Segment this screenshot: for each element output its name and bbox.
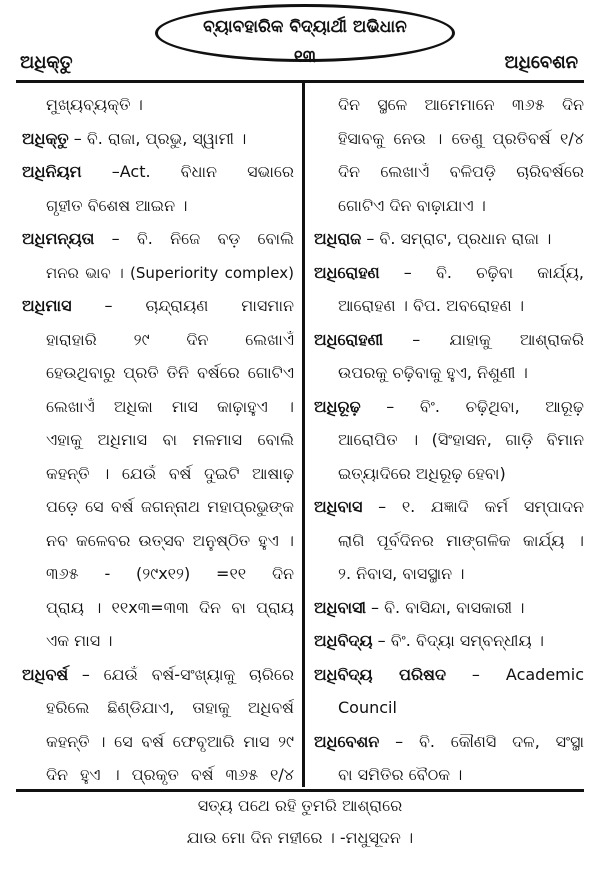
definition-text: – ବି. ନିଜେ ବଡ଼ ବୋଲି [94,229,294,248]
dictionary-line [314,289,584,323]
definition-text: ଗୋଟିଏ ଦିନ ବାଢ଼ାଯାଏ । [338,195,486,215]
dictionary-line [22,591,294,625]
definition-text: ମନର ଭାବ । (Superiority complex) [46,263,294,282]
definition-text: Council [338,698,397,717]
headword: ଅଧିନିୟମ [22,162,82,181]
dictionary-line [22,557,294,591]
dictionary-line [22,256,294,290]
headword: ଅଧିବର୍ଷ [22,664,69,684]
definition-text: ଏକ ମାସ । [46,631,113,650]
headword: ଅଧିବିଦ୍ୟ [314,631,373,650]
dictionary-line [22,222,294,256]
guide-word-left: ଅଧିକ୍ତୁ [20,52,73,73]
definition-text: – ଚାନ୍ଦ୍ରାୟଣ ମାସମାନ [71,296,294,315]
definition-text: ଏହାକୁ ଅଧିମାସ ବା ମଳମାସ ବୋଲି [46,430,294,449]
definition-text: ହାରାହାରି ୨୯ ଦିନ ଲେଖାଏଁ [46,329,294,349]
dictionary-line [314,356,584,390]
book-title: ବ୍ୟାବହାରିକ ବିଦ୍ୟାର୍ଥୀ ଅଭିଧାନ [203,17,407,37]
definition-text: ପ୍ରାୟ । ୧୧x୩=୩୩ ଦିନ ବା ପ୍ରାୟ [46,597,294,617]
definition-text: ଇତ୍ୟାଦିରେ ଅଧିରୂଢ଼ ହେବା) [338,463,506,483]
dictionary-line [314,222,584,256]
headword: ଅଧିବାସ [314,497,363,516]
definition-text: ଦିନ ହୁଏ । ପ୍ରକୃତ ବର୍ଷ ୩୬୫ ୧/୪ [46,765,294,784]
definition-text: – ବିଂ. ବିଦ୍ୟା ସମ୍ବନ୍ଧୀୟ । [372,631,544,650]
definition-text: ୨. ନିବାସ, ବାସସ୍ଥାନ । [338,564,465,583]
dictionary-line [22,691,294,725]
definition-text: ମୁଖ୍ୟବ୍ୟକ୍ତି । [46,95,143,114]
dictionary-line [22,658,294,692]
dictionary-line [22,122,294,156]
dictionary-line [314,758,584,792]
header-rule [16,80,584,83]
headword: ଅଧିରୋହଣୀ [314,329,384,349]
definition-text: ଦିନ ସ୍ଥଳେ ଆମେମାନେ ୩୬୫ ଦିନ [338,95,584,114]
definition-text: – ବି. ସମ୍ରାଟ, ପ୍ରଧାନ ରାଜା । [361,229,552,248]
dictionary-line [314,725,584,759]
dictionary-line [22,189,294,223]
headword: ଅଧିରୋହଣ [314,262,380,282]
dictionary-line [314,457,584,491]
left-column [22,88,294,792]
headword: ଅଧିରୂଢ଼ [314,396,361,416]
dictionary-line [314,88,584,122]
dictionary-line [314,155,584,189]
definition-text: ବା ସମିତିର ବୈଠକ । [338,765,463,784]
headword: ଅଧିମାସ [22,296,72,315]
headword: ଅଧିବେଶନ [314,731,380,751]
definition-text: – ବିଂ. ଚଢ଼ିଥିବା, ଆରୂଢ଼ [360,396,584,416]
headword: ଅଧିକ୍ତୁ [22,128,69,148]
dictionary-line [314,122,584,156]
right-column [314,88,584,792]
definition-text: ଉପରକୁ ଚଢ଼ିବାକୁ ହୁଏ, ନିଶୁଣୀ । [338,363,528,382]
headword: ଅଧିରାଜ [314,229,362,248]
headword: ଅଧିବାସୀ [314,597,366,617]
headword: ଅଧିବିଦ୍ୟ ପରିଷଦ [314,664,446,684]
dictionary-line [22,524,294,558]
headword: ଅଧିମନ୍ୟତା [22,229,95,248]
guide-word-right: ଅଧିବେଶନ [504,52,578,73]
definition-text: ଦିନ ଲେଖାଏଁ ବଳିପଡ଼ି ଚାରିବର୍ଷରେ [338,162,584,181]
definition-text: –Act. ବିଧାନ ସଭାରେ [81,162,294,181]
dictionary-line [314,691,584,725]
dictionary-line [314,557,584,591]
definition-text: – Academic [445,664,584,684]
dictionary-line [314,256,584,290]
definition-text: – ବି. କୌଣସି ଦଳ, ସଂସ୍ଥା [379,731,584,751]
dictionary-line [22,88,294,122]
footer-verse-line-2: ଯାଉ ମୋ ଦିନ ମହୀରେ । -ମଧୁସୂଦନ । [186,828,414,847]
definition-text: ଆରୋହଣ । ବିପ. ଅବରୋହଣ । [338,296,525,315]
dictionary-line [22,490,294,524]
column-divider [302,82,305,787]
definition-text: – ଯେଉଁ ବର୍ଷ-ସଂଖ୍ୟାକୁ ଚାରିରେ [68,664,294,684]
definition-text: ଲେଖାଏଁ ଅଧିକା ମାସ କାଢ଼ାହୁଏ । [46,396,294,416]
dictionary-line [22,758,294,792]
dictionary-line [314,524,584,558]
definition-text: – ଯାହାକୁ ଆଶ୍ରାକରି [383,329,584,349]
dictionary-line [22,289,294,323]
definition-text: – ୧. ଯଜ୍ଞାଦି କର୍ମ ସମ୍ପାଦନ [362,497,584,516]
dictionary-line [314,323,584,357]
dictionary-line [314,490,584,524]
page-number: ୧୩ [293,47,317,67]
definition-text: କହନ୍ତି । ସେ ବର୍ଷ ଫେବୃଆରି ମାସ ୨୯ [46,731,294,751]
definition-text: ଲାଗି ପୂର୍ବଦିନର ମାଙ୍ଗଳିକ କାର୍ଯ୍ୟ । [338,530,584,550]
dictionary-line [22,323,294,357]
dictionary-line [314,423,584,457]
definition-text: ହରିଲେ ଛିଣ୍ଡିଯାଏ, ତାହାକୁ ଅଧିବର୍ଷ [46,698,294,717]
dictionary-line [22,356,294,390]
dictionary-line [314,658,584,692]
dictionary-line [22,423,294,457]
definition-text: – ବି. ବାସିନ୍ଦା, ବାସକାରୀ । [365,597,525,617]
dictionary-line [22,624,294,658]
definition-text: – ବି. ରାଜା, ପ୍ରଭୁ, ସ୍ୱାମୀ । [68,128,247,148]
dictionary-line [22,390,294,424]
dictionary-line [22,457,294,491]
footer-verse-line-1: ସତ୍ୟ ପଥେ ରହି ତୁମରି ଆଶ୍ରାରେ [197,796,403,815]
definition-text: ଆରୋପିତ । (ସିଂହାସନ, ଗାଡ଼ି ବିମାନ [338,430,584,449]
dictionary-line [22,725,294,759]
definition-text: ପଡ଼େ ସେ ବର୍ଷ ଜଗନ୍ନାଥ ମହାପ୍ରଭୁଙ୍କ [46,497,294,516]
dictionary-line [22,155,294,189]
dictionary-line [314,189,584,223]
definition-text: – ବି. ଚଢ଼ିବା କାର୍ଯ୍ୟ, [379,262,584,282]
dictionary-line [314,624,584,658]
definition-text: ଗୃହୀତ ବିଶେଷ ଆଇନ । [46,195,188,215]
dictionary-line [314,390,584,424]
definition-text: ହେଉଥିବାରୁ ପ୍ରତି ତିନି ବର୍ଷରେ ଗୋଟିଏ [46,363,294,382]
dictionary-line [314,591,584,625]
definition-text: ୩୬୫ - (୨୯x୧୨) =୧୧ ଦିନ [46,564,294,583]
definition-text: ନବ କଳେବର ଉତ୍ସବ ଅନୁଷ୍ଠିତ ହୁଏ । [46,530,294,550]
definition-text: କହନ୍ତି । ଯେଉଁ ବର୍ଷ ଦୁଇଟି ଆଷାଢ଼ [46,463,294,483]
definition-text: ହିସାବକୁ ନେଉ । ତେଣୁ ପ୍ରତିବର୍ଷ ୧/୪ [338,128,584,148]
